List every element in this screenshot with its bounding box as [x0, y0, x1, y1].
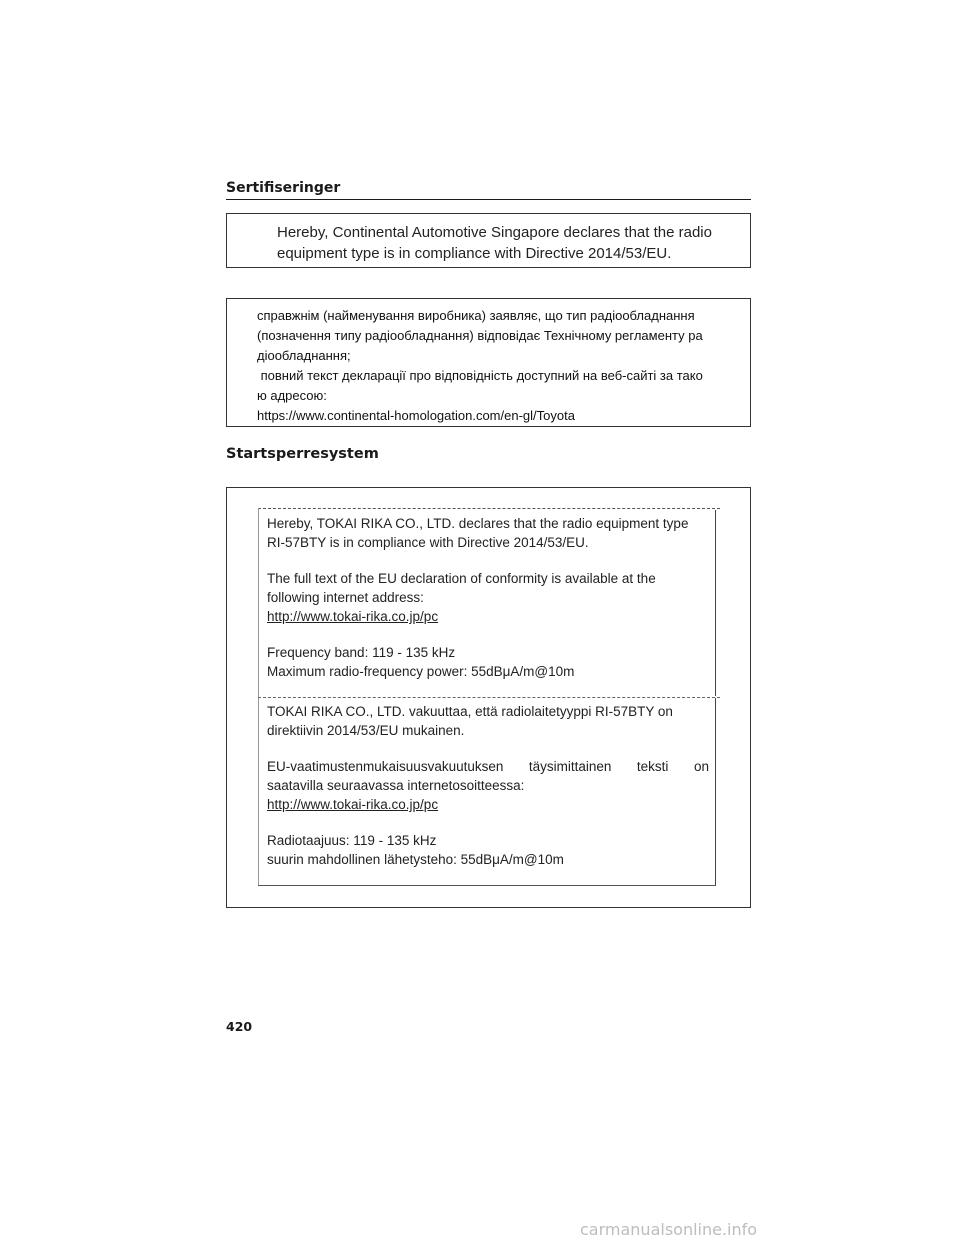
- ukrainian-declaration-text: [257, 306, 703, 426]
- section-divider: [226, 199, 751, 200]
- english-declaration: [267, 514, 688, 681]
- declaration-line: Hereby, TOKAI RIKA CO., LTD. declares that the radio equipment type: [267, 516, 689, 531]
- section-title-immobilizer: Startsperresystem: [226, 446, 379, 462]
- finnish-declaration: [267, 702, 709, 869]
- word: EU-vaatimustenmukaisuusvakuutuksen: [267, 759, 504, 774]
- page-number: 420: [226, 1019, 253, 1034]
- word: teksti: [636, 759, 669, 774]
- word: täysimittainen: [528, 759, 612, 774]
- declaration-line: RI-57BTY is in compliance with Directive 2014/53/EU.: [267, 535, 589, 550]
- continental-declaration-box: [226, 213, 751, 268]
- declaration-line: повний текст декларації про відповідність доступний на веб-сайті за тако: [257, 368, 703, 383]
- declaration-line-justified: [267, 757, 709, 776]
- declaration-line: following internet address:: [267, 590, 424, 605]
- tokai-rika-declaration-box: [226, 487, 751, 908]
- declaration-url-link[interactable]: http://www.tokai-rika.co.jp/pc: [267, 797, 439, 812]
- ukrainian-declaration-box: [226, 298, 751, 427]
- frequency-band: Frequency band: 119 - 135 kHz: [267, 645, 456, 660]
- declaration-url: https://www.continental-homologation.com/en-gl/Toyota: [257, 408, 575, 423]
- certificate-bottom-border: [258, 885, 716, 886]
- certificate-image: [258, 508, 716, 886]
- certificate-divider: [258, 697, 720, 698]
- declaration-line: Hereby, Continental Automotive Singapore declares that the radio: [277, 224, 712, 241]
- declaration-line: (позначення типу радіообладнання) відповідає Технічному регламенту ра: [257, 328, 703, 343]
- declaration-line: saatavilla seuraavassa internetosoitteessa:: [267, 778, 525, 793]
- section-title-certifications: Sertifiseringer: [226, 180, 341, 196]
- frequency-band: Radiotaajuus: 119 - 135 kHz: [267, 833, 437, 848]
- certificate-right-border: [715, 698, 716, 886]
- continental-declaration-text: [277, 222, 712, 264]
- declaration-line: ю адресою:: [257, 388, 327, 403]
- declaration-line: TOKAI RIKA CO., LTD. vakuuttaa, että radiolaitetyyppi RI-57BTY on: [267, 704, 673, 719]
- declaration-line: діообладнання;: [257, 348, 351, 363]
- watermark: carmanualsonline.info: [580, 1220, 758, 1239]
- declaration-line: equipment type is in compliance with Directive 2014/53/EU.: [277, 245, 672, 262]
- certificate-top-border: [258, 508, 720, 509]
- certificate-right-border: [715, 510, 716, 696]
- declaration-line: The full text of the EU declaration of conformity is available at the: [267, 571, 656, 586]
- declaration-line: справжнім (найменування виробника) заявляє, що тип радіообладнання: [257, 308, 695, 323]
- declaration-url-link[interactable]: http://www.tokai-rika.co.jp/pc: [267, 609, 439, 624]
- max-rf-power: Maximum radio-frequency power: 55dBμA/m@10m: [267, 664, 575, 679]
- word: on: [693, 759, 709, 774]
- max-rf-power: suurin mahdollinen lähetysteho: 55dBμA/m@10m: [267, 852, 564, 867]
- declaration-line: direktiivin 2014/53/EU mukainen.: [267, 723, 465, 738]
